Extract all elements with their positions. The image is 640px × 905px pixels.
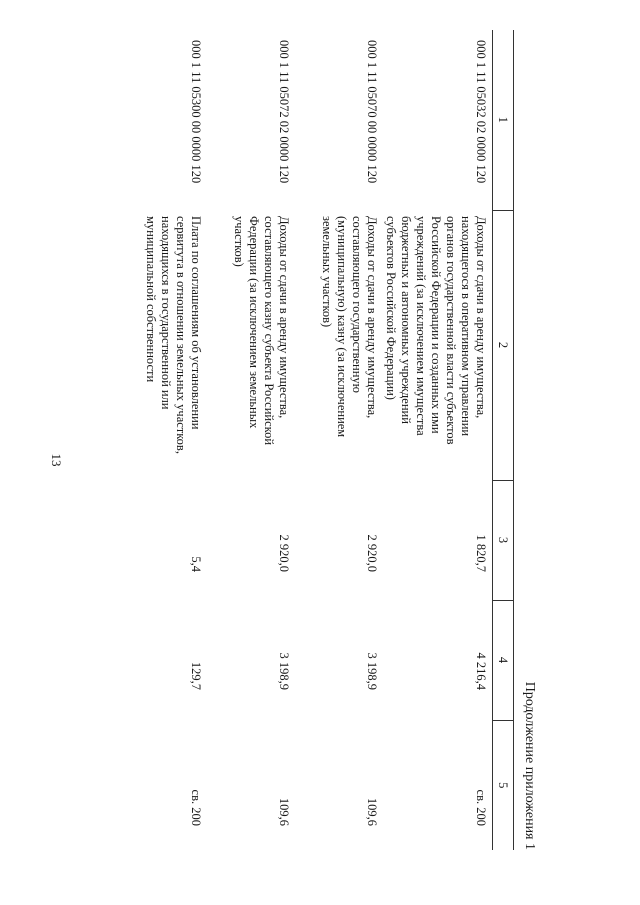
value-col5: св. 200 <box>474 789 488 826</box>
value-col4: 4 216,4 <box>474 652 488 690</box>
value-col3: 1 820,7 <box>474 534 488 572</box>
income-description: Доходы от сдачи в аренду имущества, составляющего казну субъекта Российской Федерации (за исключением земельных участков) <box>232 216 291 446</box>
budget-table <box>133 30 514 850</box>
appendix-caption: Продолжение приложения 1 <box>522 681 537 850</box>
rotated-table-page <box>95 30 540 850</box>
value-col5: св. 200 <box>189 789 203 826</box>
column-header-2: 2 <box>493 210 514 480</box>
value-col3: 2 920,0 <box>365 534 379 572</box>
budget-code: 000 1 11 05072 02 0000 120 <box>277 40 291 184</box>
value-col3: 2 920,0 <box>277 534 291 572</box>
table-header-row <box>493 30 514 850</box>
income-description: Доходы от сдачи в аренду имущества, находящегося в оперативном управлении органов государственной власти субъектов Российской Федерации и созданных ими учреждений (за исключением имущества бюджетных и автономных учреждений субъектов Российской Федерации) <box>384 216 488 445</box>
value-col4: 129,7 <box>189 661 203 690</box>
table-row <box>207 30 295 850</box>
value-col4: 3 198,9 <box>277 652 291 690</box>
page-number: 13 <box>49 453 64 467</box>
value-col5: 109,6 <box>365 797 379 826</box>
column-header-5: 5 <box>493 720 514 850</box>
table-row <box>133 30 207 850</box>
budget-code: 000 1 11 05300 00 0000 120 <box>189 40 203 184</box>
value-col5: 109,6 <box>277 797 291 826</box>
column-header-1: 1 <box>493 30 514 210</box>
table-row <box>383 30 493 850</box>
column-header-3: 3 <box>493 480 514 600</box>
income-description: Плата по соглашениям об установлении сервитута в отношении земельных участков, находящихся в государственной или муниципальной собственности <box>144 216 203 454</box>
budget-code: 000 1 11 05032 02 0000 120 <box>474 40 488 184</box>
table-row <box>295 30 383 850</box>
value-col3: 5,4 <box>189 556 203 572</box>
column-header-4: 4 <box>493 600 514 720</box>
budget-code: 000 1 11 05070 00 0000 120 <box>365 40 379 184</box>
value-col4: 3 198,9 <box>365 652 379 690</box>
income-description: Доходы от сдачи в аренду имущества, составляющего государственную (муниципальную) казну (за исключением земельных участков) <box>320 216 379 438</box>
